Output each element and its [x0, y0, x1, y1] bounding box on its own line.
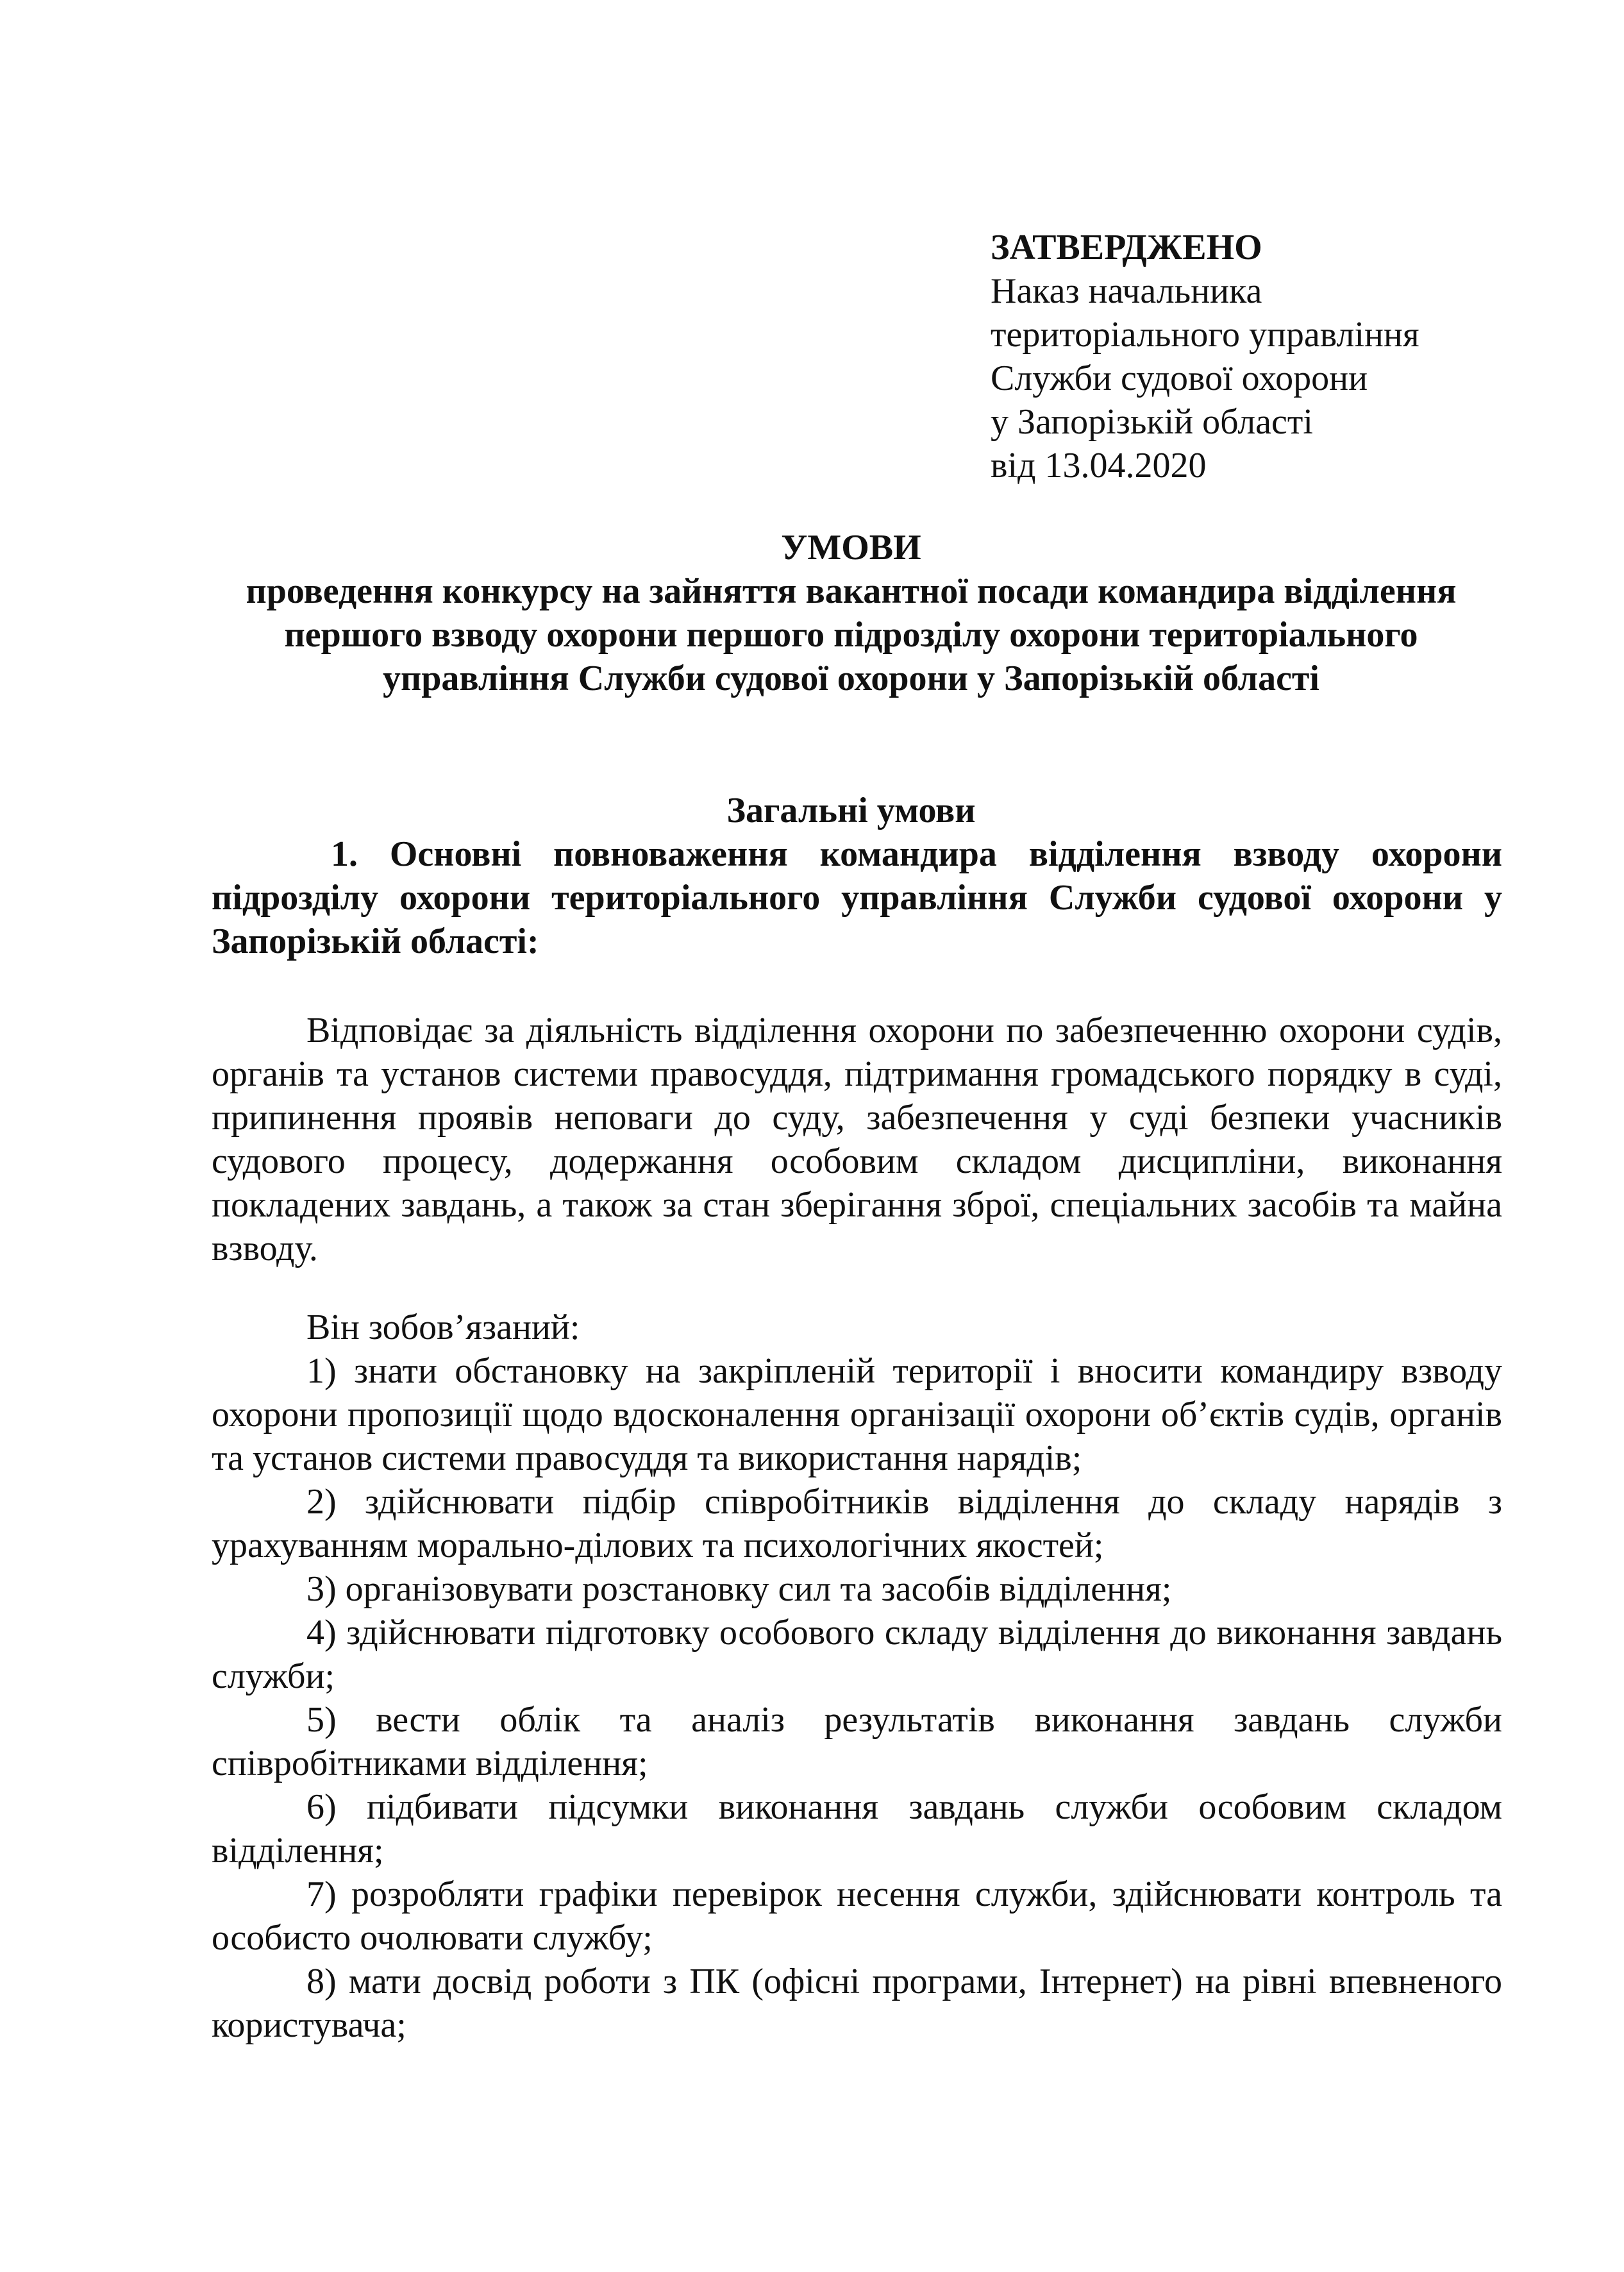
approval-line: Наказ начальника	[991, 271, 1262, 311]
duty-item: 2) здійснювати підбір співробітників відділення до складу нарядів з урахуванням морально-ділових та психологічних якостей;	[212, 1482, 1502, 1565]
approval-stamp-block	[991, 226, 1568, 487]
duty-item: 8) мати досвід роботи з ПК (офісні програми, Інтернет) на рівні впевненого користувача;	[212, 1962, 1502, 2045]
duty-item: 3) організовувати розстановку сил та засобів відділення;	[306, 1569, 1172, 1609]
document-title	[212, 526, 1491, 700]
approval-line: територіального управління	[991, 315, 1419, 355]
duty-item: 5) вести облік та аналіз результатів виконання завдань служби співробітниками відділення;	[212, 1700, 1502, 1783]
duties-list	[212, 1306, 1502, 2047]
approval-date: від 13.04.2020	[991, 446, 1207, 485]
approval-line: у Запорізькій області	[991, 402, 1313, 442]
approval-heading: ЗАТВЕРДЖЕНО	[991, 228, 1262, 267]
approval-line: Служби судової охорони	[991, 358, 1368, 398]
duty-item: 7) розробляти графіки перевірок несення служби, здійснювати контроль та особисто очолювати службу;	[212, 1874, 1502, 1958]
duty-item: 6) підбивати підсумки виконання завдань служби особовим складом відділення;	[212, 1787, 1502, 1871]
duty-item: 4) здійснювати підготовку особового складу відділення до виконання завдань служби;	[212, 1613, 1502, 1696]
intro-paragraph: Відповідає за діяльність відділення охорони по забезпеченню охорони судів, органів та установ системи правосуддя, підтримання громадського порядку в суді, припинення проявів неповаги до суду, забезпечення у суді безпеки учасників судового процесу, додержання особовим складом дисципліни, виконання покладених завдань, а також за стан зберігання зброї, спеціальних засобів та майна взводу.	[212, 1011, 1502, 1268]
duties-lead: Він зобов’язаний:	[306, 1308, 580, 1347]
section-heading: Загальні умови	[726, 791, 976, 830]
title-subtitle: проведення конкурсу на зайняття вакантної посади командира відділення першого взводу охорони першого підрозділу охорони територіального управління Служби судової охорони у Запорізькій області	[246, 571, 1457, 698]
duty-item: 1) знати обстановку на закріпленій території і вносити командиру взводу охорони пропозиції щодо вдосконалення організації охорони об’єктів судів, органів та установ системи правосуддя та використання нарядів;	[212, 1351, 1502, 1478]
title-main: УМОВИ	[781, 528, 921, 568]
point-1-heading: 1. Основні повноваження командира відділення взводу охорони підрозділу охорони територіального управління Служби судової охорони у Запорізькій області:	[212, 834, 1502, 961]
